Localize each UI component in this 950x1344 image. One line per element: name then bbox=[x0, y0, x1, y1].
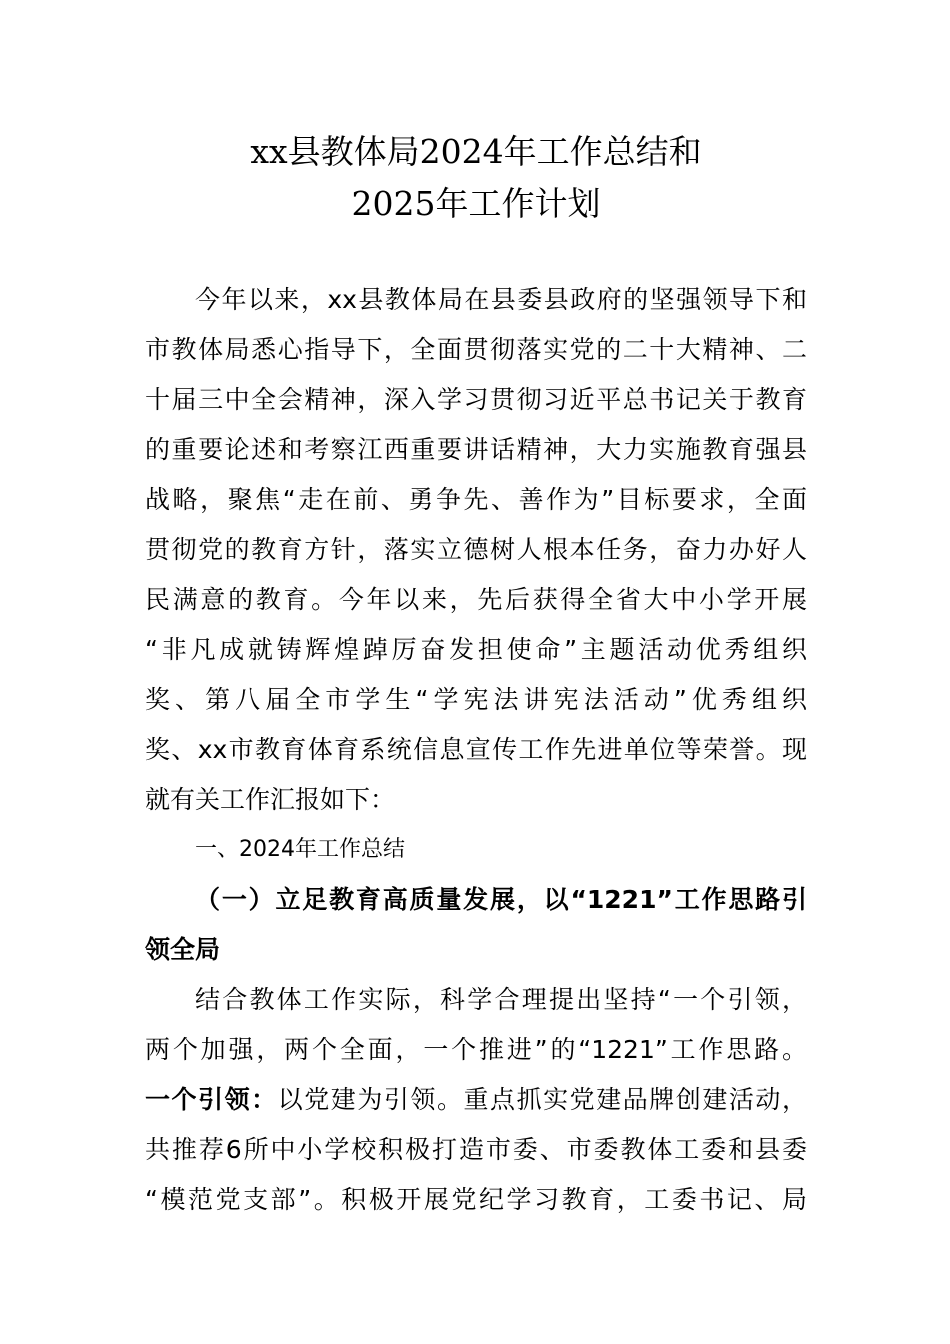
paragraph-line: “非凡成就铸辉煌踔厉奋发担使命”主题活动优秀组织 bbox=[145, 635, 807, 664]
paragraph-line: 就有关工作汇报如下： bbox=[145, 785, 396, 814]
document-title-line-1: xx县教体局2024年工作总结和 bbox=[250, 132, 702, 171]
paragraph-line: 两个加强，两个全面，一个推进”的“1221”工作思路。 bbox=[145, 1035, 807, 1064]
paragraph-line: 战略，聚焦“走在前、勇争先、善作为”目标要求，全面 bbox=[145, 485, 807, 514]
document-title-line-2: 2025年工作计划 bbox=[351, 184, 601, 223]
lead-label: 一个引领： bbox=[145, 1085, 278, 1114]
paragraph-line: 民满意的教育。今年以来，先后获得全省大中小学开展 bbox=[145, 585, 807, 614]
paragraph-line: 结合教体工作实际，科学合理提出坚持“一个引领， bbox=[195, 985, 807, 1014]
paragraph-line: 今年以来，xx县教体局在县委县政府的坚强领导下和 bbox=[195, 285, 807, 314]
paragraph-line: 市教体局悉心指导下，全面贯彻落实党的二十大精神、二 bbox=[145, 335, 807, 364]
subsection-heading-line-2: 领全局 bbox=[145, 935, 221, 964]
document-body bbox=[145, 275, 807, 1225]
paragraph-line: 共推荐6所中小学校积极打造市委、市委教体工委和县委 bbox=[145, 1135, 807, 1164]
subsection-heading-line-1: （一）立足教育高质量发展，以“1221”工作思路引 bbox=[195, 885, 807, 914]
section-heading: 一、2024年工作总结 bbox=[195, 837, 405, 862]
paragraph-line: 的重要论述和考察江西重要讲话精神，大力实施教育强县 bbox=[145, 435, 807, 464]
paragraph-line: “模范党支部”。积极开展党纪学习教育，工委书记、局 bbox=[145, 1185, 807, 1214]
paragraph-line: 奖、xx市教育体育系统信息宣传工作先进单位等荣誉。现 bbox=[145, 735, 807, 764]
paragraph-line: 贯彻党的教育方针，落实立德树人根本任务，奋力办好人 bbox=[145, 535, 807, 564]
paragraph-line-lead bbox=[145, 1075, 807, 1125]
lead-text: 以党建为引领。重点抓实党建品牌创建活动， bbox=[277, 1085, 807, 1114]
paragraph-line: 十届三中全会精神，深入学习贯彻习近平总书记关于教育 bbox=[145, 385, 807, 414]
paragraph-line: 奖、第八届全市学生“学宪法讲宪法活动”优秀组织 bbox=[145, 685, 807, 714]
